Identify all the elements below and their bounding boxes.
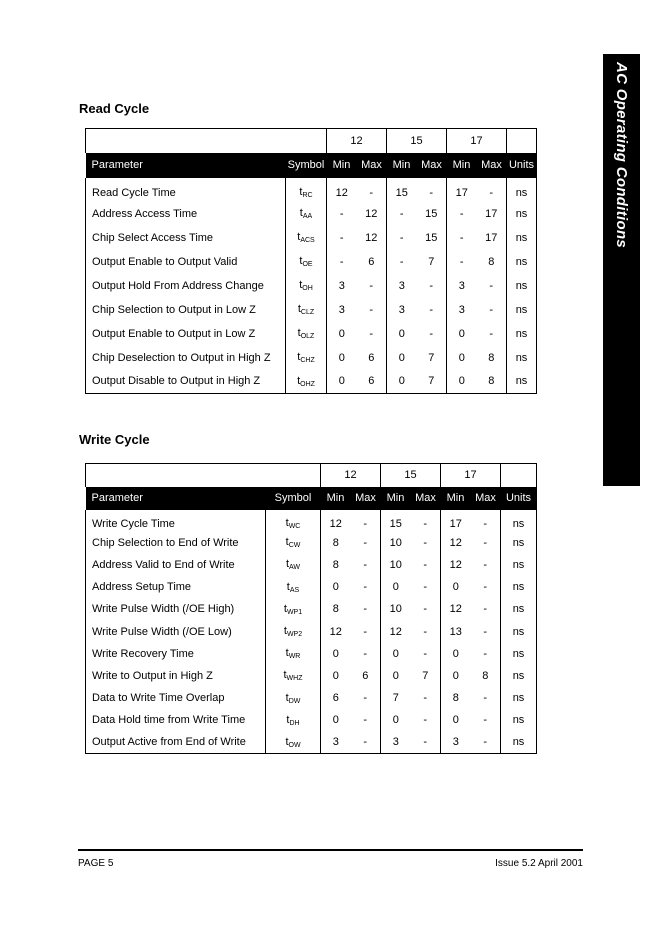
symbol-main: t xyxy=(297,374,301,387)
parameter-cell: Write Pulse Width (/OE High) xyxy=(86,598,266,620)
min-value-cell: 10 xyxy=(389,558,402,571)
min-value-cell: 3 xyxy=(441,731,471,753)
units-header: Units xyxy=(507,153,537,178)
symbol-subscript: WR xyxy=(288,653,301,661)
parameter-cell: Address Access Time xyxy=(86,202,286,226)
symbol-cell xyxy=(286,226,327,250)
min-value-cell: 13 xyxy=(449,625,462,638)
units-cell: ns xyxy=(501,709,537,731)
table-row xyxy=(86,532,537,554)
symbol-subscript: CHZ xyxy=(300,357,315,364)
min-value-cell: 6 xyxy=(332,692,339,705)
min-value-cell: 0 xyxy=(452,581,459,594)
min-value-cell: - xyxy=(459,231,464,244)
min-value-cell: 12 xyxy=(449,603,462,616)
symbol-cell xyxy=(266,709,321,731)
parameter-cell: Write Cycle Time xyxy=(86,510,266,532)
min-value-cell: 12 xyxy=(329,517,342,530)
max-value-cell: 8 xyxy=(471,665,501,687)
min-value-cell: 0 xyxy=(392,647,399,660)
group-spacer xyxy=(86,129,327,153)
min-value-cell: 0 xyxy=(332,669,339,682)
max-value-cell: - xyxy=(471,598,501,620)
units-cell: ns xyxy=(501,576,537,598)
units-cell: ns xyxy=(501,532,537,554)
min-value-cell: 12 xyxy=(329,625,342,638)
max-value-cell: 8 xyxy=(477,250,507,274)
read-cycle-table xyxy=(85,128,537,394)
table-row xyxy=(86,298,537,322)
symbol-main: t xyxy=(285,536,289,549)
min-value-cell: - xyxy=(339,231,344,244)
table-row xyxy=(86,274,537,298)
symbol-main: t xyxy=(299,186,303,198)
symbol-subscript: WHZ xyxy=(286,675,303,683)
group-spacer xyxy=(501,464,537,487)
min-value-cell: 0 xyxy=(452,714,459,727)
max-header: Max xyxy=(357,153,387,178)
symbol-cell xyxy=(266,576,321,598)
table-row xyxy=(86,370,537,394)
units-cell: ns xyxy=(501,643,537,665)
max-value-cell: - xyxy=(411,510,441,532)
table-row xyxy=(86,226,537,250)
parameter-header: Parameter xyxy=(86,487,266,510)
max-value-cell: - xyxy=(351,532,381,554)
max-value-cell: - xyxy=(417,274,447,298)
max-value-cell: - xyxy=(411,620,441,642)
min-value-cell: - xyxy=(459,207,464,220)
max-value-cell: 12 xyxy=(357,226,387,250)
max-value-cell: - xyxy=(351,620,381,642)
symbol-main: t xyxy=(285,647,289,660)
symbol-subscript: OH xyxy=(302,285,313,292)
symbol-main: t xyxy=(283,625,287,638)
min-value-cell: - xyxy=(399,255,404,268)
parameter-cell: Output Enable to Output in Low Z xyxy=(86,322,286,346)
footer-rule xyxy=(78,849,583,851)
symbol-cell xyxy=(286,298,327,322)
max-value-cell: - xyxy=(411,731,441,753)
symbol-subscript: AA xyxy=(302,213,313,220)
symbol-subscript: DH xyxy=(289,719,300,727)
symbol-cell xyxy=(266,532,321,554)
symbol-cell xyxy=(286,346,327,370)
parameter-cell: Output Active from End of Write xyxy=(86,731,266,753)
symbol-cell xyxy=(286,178,327,202)
min-header: Min xyxy=(387,153,417,178)
min-value-cell: 0 xyxy=(398,327,405,340)
parameter-cell: Address Setup Time xyxy=(86,576,266,598)
group-spacer xyxy=(507,129,537,153)
symbol-main: t xyxy=(299,255,303,267)
units-cell: ns xyxy=(507,202,537,226)
max-value-cell: - xyxy=(471,731,501,753)
units-cell: ns xyxy=(507,274,537,298)
max-value-cell: 12 xyxy=(357,202,387,226)
symbol-cell xyxy=(266,554,321,576)
symbol-subscript: OLZ xyxy=(300,333,315,340)
symbol-cell xyxy=(266,687,321,709)
max-value-cell: - xyxy=(357,298,387,322)
max-value-cell: - xyxy=(471,554,501,576)
min-value-cell: 0 xyxy=(452,669,459,682)
max-value-cell: - xyxy=(357,274,387,298)
max-value-cell: - xyxy=(357,178,387,202)
units-cell: ns xyxy=(501,554,537,576)
min-value-cell: 8 xyxy=(452,692,459,705)
max-value-cell: 7 xyxy=(411,665,441,687)
max-header: Max xyxy=(477,153,507,178)
symbol-subscript: WP1 xyxy=(286,608,303,616)
table-row xyxy=(86,202,537,226)
units-cell: ns xyxy=(507,226,537,250)
parameter-cell: Chip Select Access Time xyxy=(86,226,286,250)
table-row xyxy=(86,346,537,370)
parameter-cell: Address Valid to End of Write xyxy=(86,554,266,576)
max-value-cell: - xyxy=(411,709,441,731)
table-row xyxy=(86,178,537,202)
speed-grade-header: 17 xyxy=(441,464,501,487)
min-value-cell: - xyxy=(399,207,404,220)
min-value-cell: - xyxy=(339,207,344,220)
symbol-cell xyxy=(286,274,327,298)
min-value-cell: 3 xyxy=(338,279,345,292)
parameter-cell: Chip Deselection to Output in High Z xyxy=(86,346,286,370)
min-header: Min xyxy=(381,487,411,510)
parameter-cell: Data to Write Time Overlap xyxy=(86,687,266,709)
min-value-cell: 0 xyxy=(392,669,399,682)
write-cycle-table xyxy=(85,463,537,754)
side-tab xyxy=(603,54,640,486)
units-cell: ns xyxy=(507,250,537,274)
min-value-cell: 15 xyxy=(389,517,402,530)
max-value-cell: - xyxy=(351,510,381,532)
max-value-cell: - xyxy=(471,620,501,642)
units-cell: ns xyxy=(501,731,537,753)
min-value-cell: 0 xyxy=(447,370,477,394)
units-cell: ns xyxy=(501,665,537,687)
symbol-main: t xyxy=(285,735,289,748)
max-value-cell: - xyxy=(471,687,501,709)
units-cell: ns xyxy=(501,510,537,532)
symbol-subscript: OW xyxy=(288,741,301,749)
symbol-main: t xyxy=(285,691,289,704)
min-value-cell: 0 xyxy=(458,351,465,364)
max-header: Max xyxy=(411,487,441,510)
min-value-cell: 17 xyxy=(449,517,462,530)
parameter-cell: Chip Selection to End of Write xyxy=(86,532,266,554)
max-value-cell: - xyxy=(411,598,441,620)
group-spacer xyxy=(86,464,321,487)
max-header: Max xyxy=(417,153,447,178)
max-value-cell: 17 xyxy=(477,226,507,250)
symbol-subscript: RC xyxy=(302,192,313,199)
max-value-cell: - xyxy=(411,554,441,576)
min-value-cell: 0 xyxy=(398,351,405,364)
symbol-subscript: DW xyxy=(288,697,301,705)
min-value-cell: 3 xyxy=(338,303,345,316)
min-value-cell: 0 xyxy=(392,714,399,727)
table-row xyxy=(86,250,537,274)
units-header: Units xyxy=(501,487,537,510)
max-value-cell: 7 xyxy=(417,346,447,370)
table-row xyxy=(86,510,537,532)
parameter-cell: Data Hold time from Write Time xyxy=(86,709,266,731)
units-cell: ns xyxy=(507,322,537,346)
parameter-cell: Output Hold From Address Change xyxy=(86,274,286,298)
symbol-main: t xyxy=(285,558,290,571)
min-value-cell: 15 xyxy=(395,186,408,199)
max-value-cell: - xyxy=(351,598,381,620)
max-value-cell: - xyxy=(417,298,447,322)
max-value-cell: - xyxy=(471,576,501,598)
symbol-main: t xyxy=(297,327,301,339)
symbol-subscript: CLZ xyxy=(300,309,315,316)
max-value-cell: - xyxy=(417,322,447,346)
min-value-cell: 3 xyxy=(381,731,411,753)
read-cycle-title: Read Cycle xyxy=(79,101,150,116)
symbol-subscript: OE xyxy=(302,261,313,268)
speed-grade-header: 12 xyxy=(321,464,381,487)
table-row xyxy=(86,322,537,346)
units-cell: ns xyxy=(501,687,537,709)
symbol-cell xyxy=(266,643,321,665)
max-header: Max xyxy=(351,487,381,510)
max-value-cell: - xyxy=(417,178,447,202)
parameter-cell: Write to Output in High Z xyxy=(86,665,266,687)
min-header: Min xyxy=(327,153,357,178)
max-value-cell: 6 xyxy=(351,665,381,687)
max-value-cell: - xyxy=(411,532,441,554)
symbol-cell xyxy=(286,202,327,226)
min-header: Min xyxy=(447,153,477,178)
max-value-cell: 8 xyxy=(477,346,507,370)
units-cell: ns xyxy=(501,598,537,620)
symbol-cell xyxy=(286,322,327,346)
speed-grade-header: 15 xyxy=(381,464,441,487)
symbol-header: Symbol xyxy=(266,487,321,510)
symbol-main: t xyxy=(299,207,303,219)
max-value-cell: - xyxy=(351,554,381,576)
min-value-cell: 0 xyxy=(338,351,345,364)
symbol-subscript: AS xyxy=(289,586,300,594)
min-value-cell: 10 xyxy=(389,536,402,549)
min-value-cell: 12 xyxy=(449,558,462,571)
min-value-cell: 17 xyxy=(455,186,468,199)
max-value-cell: - xyxy=(471,532,501,554)
min-value-cell: 12 xyxy=(389,625,402,638)
issue-date: Issue 5.2 April 2001 xyxy=(495,858,583,869)
min-value-cell: 3 xyxy=(398,279,405,292)
max-value-cell: - xyxy=(411,576,441,598)
symbol-main: t xyxy=(283,602,287,615)
max-value-cell: - xyxy=(477,298,507,322)
symbol-subscript: CW xyxy=(288,542,301,550)
parameter-header: Parameter xyxy=(86,153,286,178)
symbol-main: t xyxy=(297,351,301,363)
min-value-cell: 0 xyxy=(338,327,345,340)
table-row xyxy=(86,687,537,709)
min-value-cell: 3 xyxy=(458,279,465,292)
units-cell: ns xyxy=(507,178,537,202)
symbol-main: t xyxy=(285,517,289,530)
min-value-cell: 0 xyxy=(327,370,357,394)
max-value-cell: - xyxy=(351,687,381,709)
table-row xyxy=(86,731,537,753)
page-number: PAGE 5 xyxy=(78,858,114,869)
max-value-cell: 8 xyxy=(477,370,507,394)
min-value-cell: 0 xyxy=(458,327,465,340)
max-value-cell: 6 xyxy=(357,370,387,394)
speed-grade-header: 17 xyxy=(447,129,507,153)
min-value-cell: 0 xyxy=(332,581,339,594)
table-row xyxy=(86,620,537,642)
min-value-cell: 3 xyxy=(458,303,465,316)
min-value-cell: - xyxy=(399,231,404,244)
max-value-cell: 7 xyxy=(417,250,447,274)
symbol-subscript: ACS xyxy=(300,237,315,244)
table-row xyxy=(86,554,537,576)
min-value-cell: 0 xyxy=(332,714,339,727)
min-value-cell: - xyxy=(339,255,344,268)
min-header: Min xyxy=(441,487,471,510)
min-value-cell: 0 xyxy=(392,581,399,594)
min-header: Min xyxy=(321,487,351,510)
symbol-cell xyxy=(286,370,327,394)
symbol-main: t xyxy=(286,713,290,726)
symbol-main: t xyxy=(286,580,290,593)
symbol-main: t xyxy=(297,231,301,243)
parameter-cell: Read Cycle Time xyxy=(86,178,286,202)
symbol-subscript: WC xyxy=(288,523,301,531)
units-cell: ns xyxy=(507,298,537,322)
max-value-cell: 17 xyxy=(477,202,507,226)
max-value-cell: - xyxy=(477,178,507,202)
max-value-cell: - xyxy=(477,274,507,298)
max-value-cell: 15 xyxy=(417,202,447,226)
max-value-cell: - xyxy=(471,709,501,731)
min-value-cell: 0 xyxy=(387,370,417,394)
min-value-cell: 12 xyxy=(335,186,348,199)
table-row xyxy=(86,598,537,620)
min-value-cell: 0 xyxy=(452,647,459,660)
parameter-cell: Write Recovery Time xyxy=(86,643,266,665)
min-value-cell: 0 xyxy=(332,647,339,660)
max-value-cell: 6 xyxy=(357,346,387,370)
speed-grade-header: 12 xyxy=(327,129,387,153)
min-value-cell: 8 xyxy=(332,603,339,616)
symbol-header: Symbol xyxy=(286,153,327,178)
min-value-cell: 3 xyxy=(398,303,405,316)
table-row xyxy=(86,709,537,731)
max-header: Max xyxy=(471,487,501,510)
symbol-cell xyxy=(266,665,321,687)
symbol-cell xyxy=(286,250,327,274)
units-cell: ns xyxy=(507,370,537,394)
min-value-cell: 12 xyxy=(449,536,462,549)
max-value-cell: - xyxy=(351,731,381,753)
min-value-cell: 10 xyxy=(389,603,402,616)
max-value-cell: 15 xyxy=(417,226,447,250)
min-value-cell: 3 xyxy=(321,731,351,753)
symbol-cell xyxy=(266,598,321,620)
symbol-cell xyxy=(266,731,321,753)
symbol-main: t xyxy=(299,279,303,291)
max-value-cell: - xyxy=(477,322,507,346)
max-value-cell: - xyxy=(471,510,501,532)
parameter-cell: Write Pulse Width (/OE Low) xyxy=(86,620,266,642)
min-value-cell: 7 xyxy=(392,692,399,705)
max-value-cell: - xyxy=(411,643,441,665)
max-value-cell: - xyxy=(357,322,387,346)
units-cell: ns xyxy=(507,346,537,370)
table-row xyxy=(86,643,537,665)
parameter-cell: Output Enable to Output Valid xyxy=(86,250,286,274)
min-value-cell: - xyxy=(459,255,464,268)
symbol-cell xyxy=(266,510,321,532)
max-value-cell: 7 xyxy=(417,370,447,394)
symbol-cell xyxy=(266,620,321,642)
max-value-cell: 6 xyxy=(357,250,387,274)
symbol-subscript: OHZ xyxy=(300,380,315,388)
symbol-subscript: WP2 xyxy=(286,631,303,639)
max-value-cell: - xyxy=(351,709,381,731)
parameter-cell: Output Disable to Output in High Z xyxy=(86,370,286,394)
max-value-cell: - xyxy=(351,643,381,665)
symbol-subscript: AW xyxy=(289,564,301,572)
max-value-cell: - xyxy=(471,643,501,665)
side-tab-label: AC Operating Conditions xyxy=(613,62,630,249)
speed-grade-header: 15 xyxy=(387,129,447,153)
units-cell: ns xyxy=(501,620,537,642)
symbol-main: t xyxy=(283,669,287,682)
table-row xyxy=(86,665,537,687)
min-value-cell: 8 xyxy=(332,536,339,549)
write-cycle-title: Write Cycle xyxy=(79,432,150,447)
table-row xyxy=(86,576,537,598)
parameter-cell: Chip Selection to Output in Low Z xyxy=(86,298,286,322)
symbol-main: t xyxy=(297,303,301,315)
max-value-cell: - xyxy=(411,687,441,709)
min-value-cell: 8 xyxy=(332,558,339,571)
max-value-cell: - xyxy=(351,576,381,598)
